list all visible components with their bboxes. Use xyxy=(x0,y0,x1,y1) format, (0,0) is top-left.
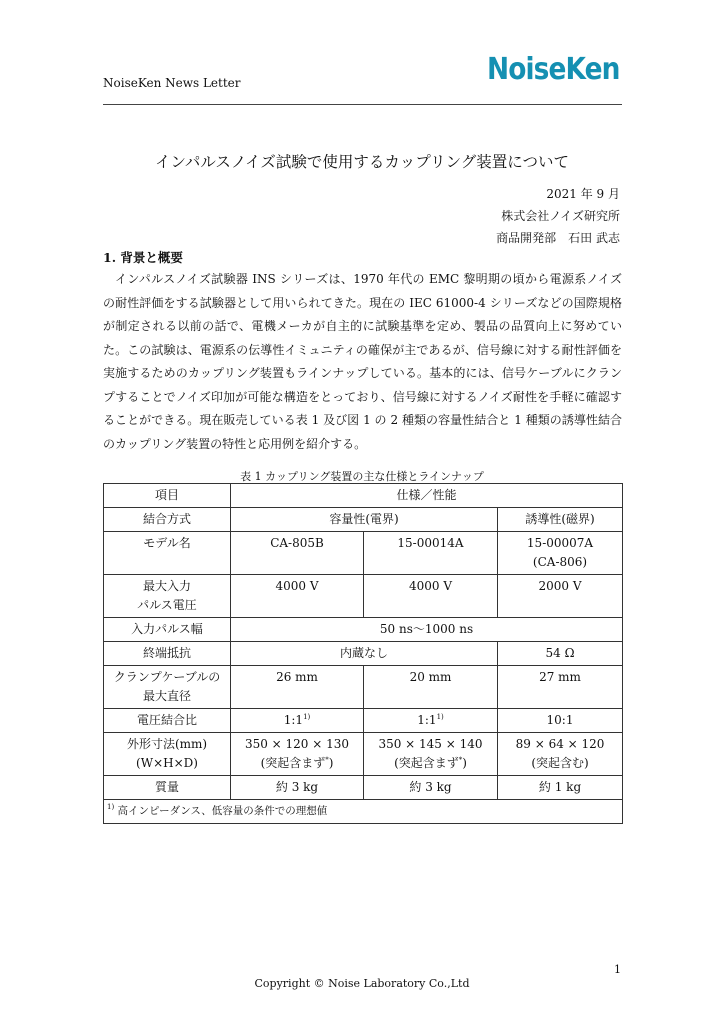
cell-value: 1:1 xyxy=(417,713,437,727)
table-row xyxy=(104,709,623,733)
cell-line: 最大入力 xyxy=(142,579,191,593)
table-cell xyxy=(364,709,498,733)
table-cell: 26 mm xyxy=(231,666,364,709)
cell-line: 89 × 64 × 120 xyxy=(515,737,605,751)
table-cell xyxy=(104,575,231,618)
table-row xyxy=(104,733,623,776)
table-cell: 10:1 xyxy=(498,709,623,733)
cell-line: (突起含む) xyxy=(531,756,589,770)
table-cell xyxy=(104,733,231,776)
footnote-text: 高インピーダンス、低容量の条件での理想値 xyxy=(114,805,328,817)
table-cell: 終端抵抗 xyxy=(104,642,231,666)
section-heading: 1. 背景と概要 xyxy=(103,250,183,265)
header-divider xyxy=(103,104,622,105)
table-cell: 結合方式 xyxy=(104,508,231,532)
newsletter-name: NoiseKen News Letter xyxy=(103,76,241,90)
cell-value: 1:1 xyxy=(283,713,304,727)
table-cell: 2000 V xyxy=(498,575,623,618)
table-cell xyxy=(231,709,364,733)
cell-line: 外形寸法(mm) xyxy=(126,737,208,751)
table-cell: 50 ns〜1000 ns xyxy=(231,618,623,642)
table-row xyxy=(104,642,623,666)
cell-line: (突起含まず xyxy=(394,756,459,770)
table-cell: モデル名 xyxy=(104,532,231,575)
asterisk-marker: * xyxy=(458,756,463,764)
cell-line: クランプケーブルの xyxy=(113,670,221,684)
table-cell: 54 Ω xyxy=(498,642,623,666)
table-cell: 約 3 kg xyxy=(364,776,498,800)
table-cell: 入力パルス幅 xyxy=(104,618,231,642)
cell-line: ) xyxy=(462,756,467,770)
table-cell: 27 mm xyxy=(498,666,623,709)
table-cell xyxy=(364,733,498,776)
section-paragraph: インパルスノイズ試験器 INS シリーズは、1970 年代の EMC 黎明期の頃から電源系ノイズの耐性評価をする試験器として用いられてきた。現在の IEC 61000-4 シリーズなどの国際規格が制定される以前の話で、電機メーカが自主的に試験基準を定め、製品の品質向上に努めていた。この試験は、電源系の伝導性イミュニティの確保が主であるが、信号線に対する耐性評価を実施するためのカップリング装置もラインナップしている。基本的には、信号ケーブルにクランプすることでノイズ印加が可能な構造をとっており、信号線に対するノイズ耐性を手軽に確認することができる。現在販売している表 1 及び図 1 の 2 種類の容量性結合と 1 種類の誘導性結合のカップリング装置の特性と応用例を紹介する。 xyxy=(103,272,622,451)
table-cell xyxy=(498,733,623,776)
publication-date: 2021 年 9 月 xyxy=(546,187,620,201)
table-cell: 15-00014A xyxy=(364,532,498,575)
table-cell: 項目 xyxy=(104,484,231,508)
table-cell: 4000 V xyxy=(364,575,498,618)
asterisk-marker: * xyxy=(325,756,329,764)
cell-line: 15-00007A xyxy=(526,536,594,550)
table-cell: 20 mm xyxy=(364,666,498,709)
table-cell: 約 1 kg xyxy=(498,776,623,800)
table-cell: 仕様／性能 xyxy=(231,484,623,508)
table-cell xyxy=(231,733,364,776)
table-cell: 4000 V xyxy=(231,575,364,618)
table-row xyxy=(104,618,623,642)
table-row xyxy=(104,575,623,618)
table-row xyxy=(104,532,623,575)
company-name: 株式会社ノイズ研究所 xyxy=(501,209,620,223)
table-footnote xyxy=(104,800,623,824)
copyright-notice: Copyright © Noise Laboratory Co.,Ltd xyxy=(254,977,470,990)
table-cell: 電圧結合比 xyxy=(104,709,231,733)
table-row xyxy=(104,776,623,800)
cell-line: 最大直径 xyxy=(142,689,191,703)
footnote-marker: 1) xyxy=(303,713,311,721)
cell-line: ) xyxy=(328,756,334,770)
author-line: 商品開発部 石田 武志 xyxy=(496,231,620,245)
table-cell xyxy=(498,532,623,575)
noiseken-logo: NoiseKen xyxy=(487,52,620,87)
cell-line: 350 × 120 × 130 xyxy=(244,737,350,751)
table-cell: 質量 xyxy=(104,776,231,800)
cell-line: 350 × 145 × 140 xyxy=(378,737,483,751)
table-row xyxy=(104,484,623,508)
table-row xyxy=(104,666,623,709)
footnote-marker: 1) xyxy=(107,803,115,811)
table-cell: 約 3 kg xyxy=(231,776,364,800)
table-row xyxy=(104,800,623,824)
table-cell: 内蔵なし xyxy=(231,642,498,666)
table-cell xyxy=(104,666,231,709)
table-cell: 容量性(電界) xyxy=(231,508,498,532)
page-number: 1 xyxy=(614,963,621,976)
table-caption: 表 1 カップリング装置の主な仕様とラインナップ xyxy=(240,470,484,483)
document-title: インパルスノイズ試験で使用するカップリング装置について xyxy=(154,153,569,171)
table-row xyxy=(104,508,623,532)
cell-line: (W×H×D) xyxy=(136,756,198,770)
table-cell: CA-805B xyxy=(231,532,364,575)
table-cell: 誘導性(磁界) xyxy=(498,508,623,532)
footnote-marker: 1) xyxy=(436,713,444,721)
cell-line: パルス電圧 xyxy=(137,598,197,612)
cell-line: (CA-806) xyxy=(532,555,588,569)
cell-line: (突起含まず xyxy=(260,756,326,770)
spec-table xyxy=(103,483,623,824)
